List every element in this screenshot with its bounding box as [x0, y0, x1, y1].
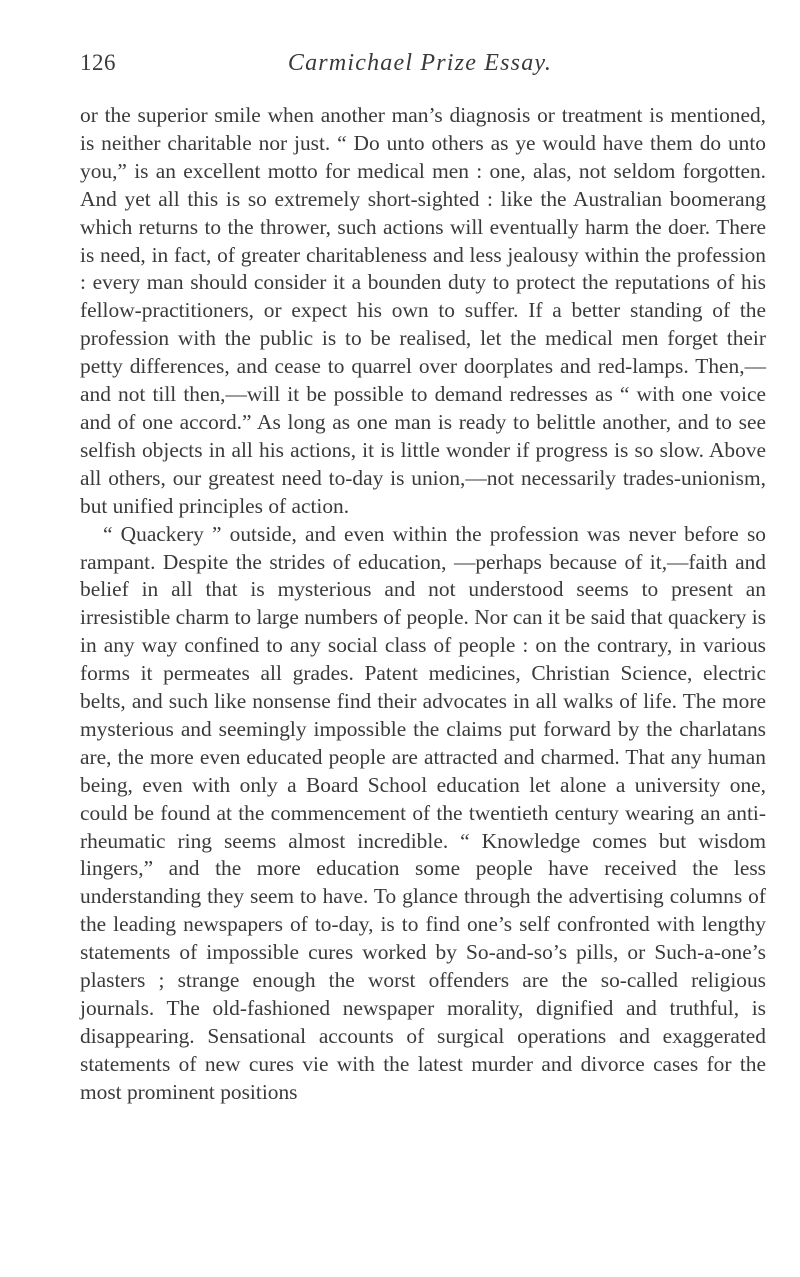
paragraph: or the superior smile when another man’s diagnosis or treatment is mentioned, is neither charitable nor just. “ Do unto others as ye would have them do unto you,” is an excellent motto for medical men : one, alas, not seldom forgotten. And yet all this is so extremely short-sighted : like the Australian boomerang which returns to the thrower, such actions will eventually harm the doer. There is need, in fact, of greater charitableness and less jealousy within the profession : every man should consider it a bounden duty to protect the reputations of his fellow-practitioners, or expect his own to suffer. If a better standing of the profession with the public is to be realised, let the medical men forget their petty differences, and cease to quarrel over doorplates and red-lamps. Then,—and not till then,—will it be possible to demand redresses as “ with one voice and of one accord.” As long as one man is ready to belittle another, and to see selfish objects in all his actions, it is little wonder if progress is so slow. Above all others, our greatest need to-day is union,—not necessarily trades-unionism, but unified principles of action. [80, 103, 766, 518]
page-header [80, 50, 760, 86]
page-number: 126 [80, 50, 116, 75]
paragraph: “ Quackery ” outside, and even within the profession was never before so rampant. Despite the strides of education, —perhaps because of it,—faith and belief in all that is mysterious and not understood seems to present an irresistible charm to large numbers of people. Nor can it be said that quackery is in any way confined to any social class of people : on the contrary, in various forms it permeates all grades. Patent medicines, Christian Science, electric belts, and such like nonsense find their advocates in all walks of life. The more mysterious and seemingly impossible the claims put forward by the charlatans are, the more even educated people are attracted and charmed. That any human being, even with only a Board School education let alone a university one, could be found at the commencement of the twentieth century wearing an anti-rheumatic ring seems almost incredible. “ Knowledge comes but wisdom lingers,” and the more education some people have received the less understanding they seem to have. To glance through the advertising columns of the leading newspapers of to-day, is to find one’s self confronted with lengthy statements of impossible cures worked by So-and-so’s pills, or Such-a-one’s plasters ; strange enough the worst offenders are the so-called religious journals. The old-fashioned newspaper morality, dignified and truthful, is disappearing. Sensational accounts of surgical operations and exaggerated statements of new cures vie with the latest murder and divorce cases for the most prominent positions [80, 521, 766, 1104]
running-title: Carmichael Prize Essay. [287, 50, 553, 76]
body-text [80, 102, 766, 1107]
